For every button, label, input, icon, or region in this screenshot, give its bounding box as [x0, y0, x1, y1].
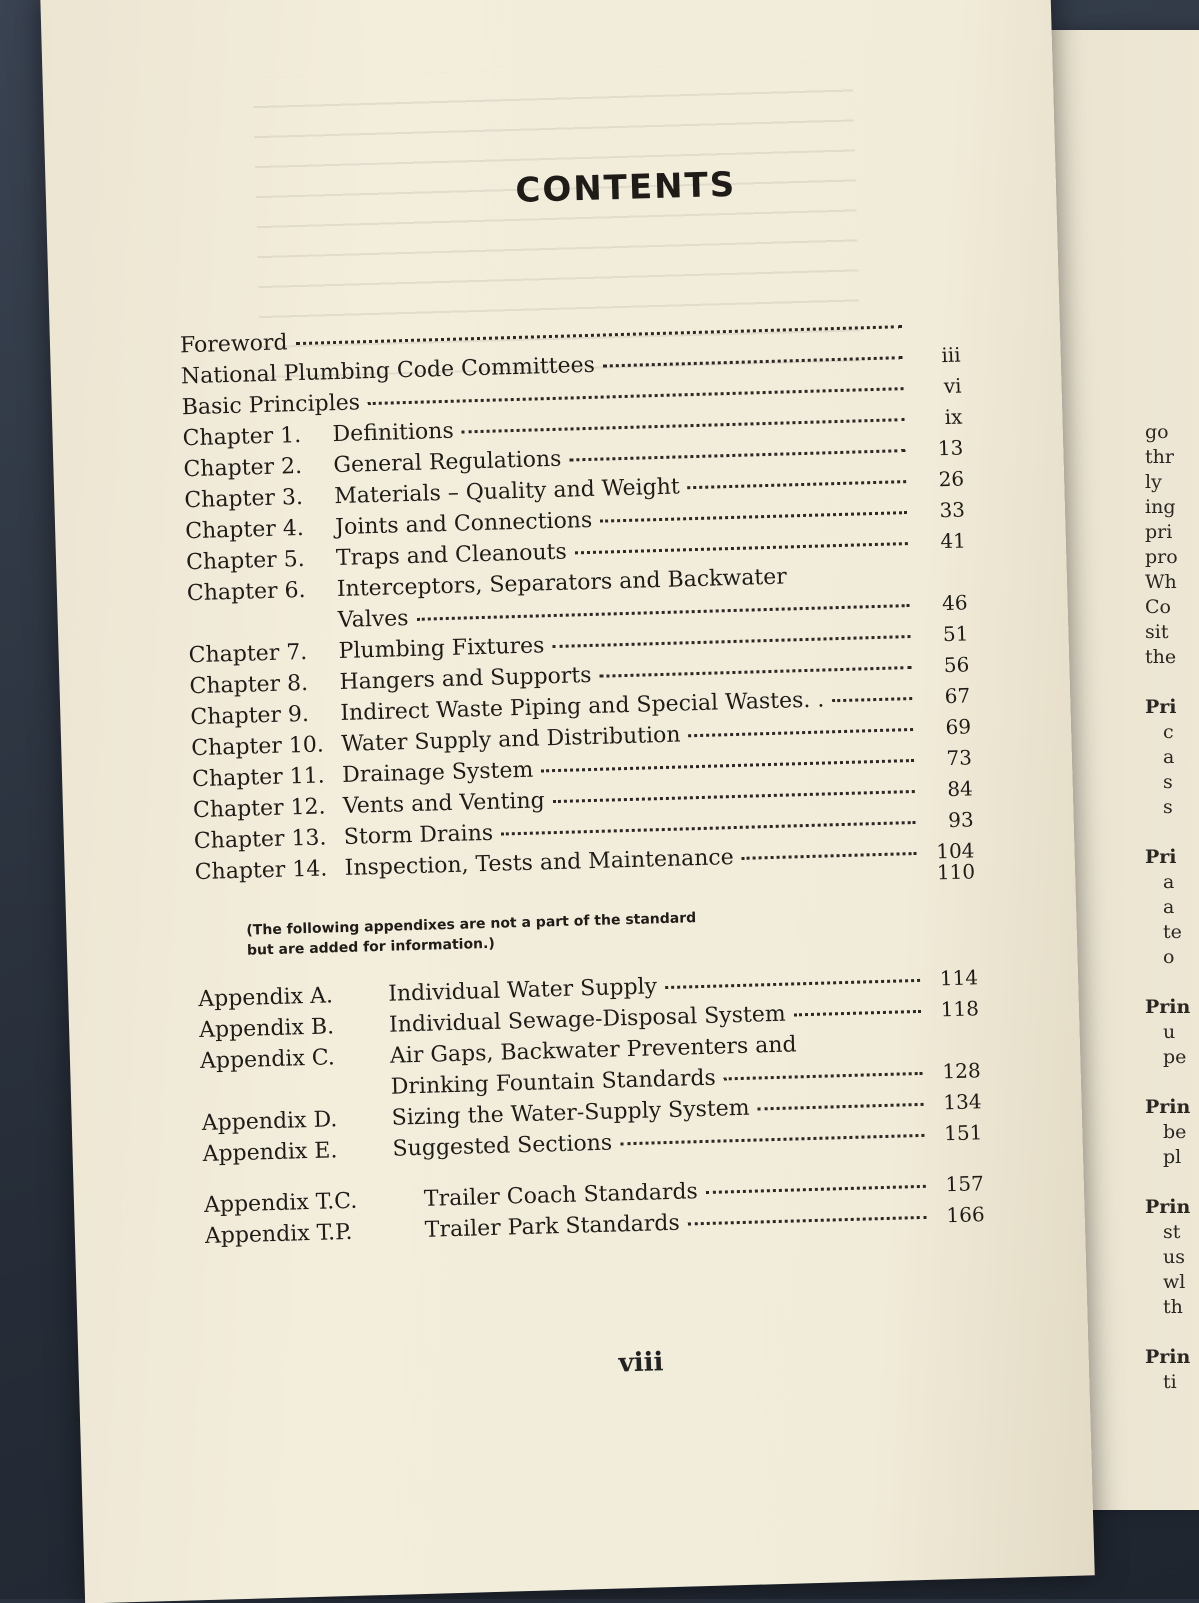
leader-dots	[724, 1072, 923, 1081]
right-page-fragment: pri	[1145, 521, 1173, 543]
leader-dots	[552, 635, 910, 648]
leader-dots	[569, 449, 905, 461]
leader-dots	[758, 1103, 924, 1111]
appendix-number: Appendix B.	[198, 1014, 335, 1044]
right-page-fragment: pro	[1145, 546, 1178, 568]
right-page-fragment: Prin	[1145, 1346, 1191, 1368]
toc-page-number: 69	[945, 714, 972, 740]
toc-page-number: 51	[942, 621, 969, 647]
toc-page-number: 73	[946, 745, 973, 771]
toc-entry-title: Sizing the Water-Supply System	[391, 1095, 750, 1131]
appendix-number: Appendix E.	[202, 1138, 338, 1168]
leader-dots	[603, 356, 903, 367]
toc-entry-title-cont: Valves	[337, 606, 409, 634]
toc-entry-title: Trailer Park Standards	[424, 1210, 681, 1243]
right-page-fragment: a	[1163, 896, 1175, 918]
toc-page-number: 110	[936, 859, 976, 885]
leader-dots	[462, 418, 905, 433]
right-page-fragment: Prin	[1145, 1196, 1191, 1218]
toc-page-number: 56	[943, 652, 970, 678]
right-page-fragment	[1145, 820, 1190, 845]
right-page-fragment	[1145, 670, 1190, 695]
right-page-fragment: a	[1163, 871, 1175, 893]
toc-entry-title: Plumbing Fixtures	[338, 633, 545, 665]
right-page-fragment: u	[1163, 1021, 1176, 1043]
right-page-fragment: Wh	[1145, 571, 1177, 593]
leader-dots	[620, 1134, 924, 1145]
contents-page	[175, 159, 985, 1252]
right-page-fragment: o	[1163, 946, 1175, 968]
appendix-number: Appendix A.	[197, 983, 334, 1013]
right-page-fragment	[1145, 1070, 1190, 1095]
toc-entry-title: Trailer Coach Standards	[423, 1179, 699, 1212]
toc-entry-title: Hangers and Supports	[339, 662, 592, 696]
right-page-fragment: go	[1145, 421, 1169, 443]
toc-page-number: 114	[939, 965, 979, 991]
right-page-fragment: sit	[1145, 621, 1169, 643]
right-page-fragment: Co	[1145, 596, 1171, 618]
appendix-number: Appendix C.	[199, 1045, 336, 1075]
leader-dots	[600, 511, 907, 523]
chapter-number: Chapter 11.	[191, 763, 326, 793]
toc-page-number: 26	[938, 466, 965, 492]
right-page-fragment: ly	[1145, 471, 1162, 493]
toc-page-number: 41	[940, 528, 967, 554]
toc-entry-title: Joints and Connections	[334, 507, 593, 541]
toc-page-number: 118	[940, 996, 980, 1022]
right-page-fragment: ti	[1163, 1371, 1177, 1393]
toc-page-number: 157	[945, 1171, 985, 1197]
leader-dots	[417, 604, 910, 621]
appendix-number: Appendix D.	[201, 1107, 338, 1137]
right-page-fragment: st	[1163, 1221, 1181, 1243]
chapter-number: Chapter 2.	[183, 453, 303, 483]
toc-entry-title: Materials – Quality and Weight	[333, 474, 681, 510]
toc-page-number: 166	[946, 1202, 985, 1228]
leader-dots	[706, 1185, 926, 1194]
leader-dots	[688, 728, 913, 737]
right-page-fragment: te	[1163, 921, 1182, 943]
chapter-number: Chapter 6.	[186, 577, 306, 607]
appendix-note: (The following appendixes are not a part of the standard but are added for information.)	[246, 910, 697, 959]
right-page-fragment: s	[1163, 796, 1173, 818]
leader-dots	[599, 666, 911, 678]
chapter-number: Chapter 3.	[184, 484, 304, 514]
right-page-fragment: th	[1163, 1296, 1183, 1318]
leader-dots	[501, 821, 916, 836]
right-page-fragment: Prin	[1145, 1096, 1191, 1118]
right-page-fragment: Prin	[1145, 996, 1191, 1018]
right-page-fragment: Pri	[1145, 696, 1177, 718]
toc-entry-title: Individual Sewage-Disposal System	[388, 1001, 786, 1038]
right-page-fragment: s	[1163, 771, 1173, 793]
toc-entry-title: Individual Water Supply	[387, 974, 658, 1007]
toc-entry-title: Traps and Cleanouts	[335, 539, 568, 572]
leader-dots	[541, 759, 914, 772]
leader-dots	[575, 542, 908, 554]
leader-dots	[296, 325, 902, 345]
right-page-fragment	[1145, 970, 1190, 995]
right-page-fragment	[1145, 1320, 1190, 1345]
leader-dots	[832, 697, 912, 702]
chapter-number: Chapter 9.	[190, 701, 310, 731]
right-page-fragment: be	[1163, 1121, 1187, 1143]
leader-dots	[368, 387, 904, 405]
toc-page-number: 33	[939, 497, 966, 523]
toc-entry-title-cont: Drinking Fountain Standards	[390, 1065, 717, 1100]
toc-entry-title: Foreword	[179, 330, 288, 359]
toc-entry-title: Basic Principles	[181, 390, 361, 421]
appendix-number: Appendix T.P.	[204, 1219, 353, 1249]
right-page-fragment: a	[1163, 746, 1175, 768]
toc-page-number: 151	[943, 1120, 983, 1146]
toc-page-number: iii	[941, 342, 961, 368]
leader-dots	[665, 979, 920, 989]
toc-page-number: 134	[942, 1089, 982, 1115]
chapter-number: Chapter 10.	[190, 732, 325, 762]
right-page-fragment: us	[1163, 1246, 1185, 1268]
toc-page-number: ix	[944, 404, 963, 430]
toc-entry-title: Water Supply and Distribution	[340, 722, 681, 757]
chapter-number: Chapter 12.	[192, 794, 326, 824]
toc-page-number: 46	[941, 590, 968, 616]
toc-entry-title: Inspection, Tests and Maintenance	[344, 845, 735, 881]
toc-entry-title: Indirect Waste Piping and Special Wastes. .	[340, 687, 825, 726]
toc-entry-title: Interceptors, Separators and Backwater	[336, 564, 788, 603]
toc-page-number: 67	[944, 683, 971, 709]
toc-page-number: 93	[947, 807, 974, 833]
toc-entry-title: Definitions	[332, 418, 455, 448]
chapter-number: Chapter 7.	[188, 639, 308, 669]
right-page-fragment: c	[1163, 721, 1174, 743]
right-page-fragment: wl	[1163, 1271, 1186, 1293]
right-page-fragment: thr	[1145, 446, 1174, 468]
leader-dots	[688, 1216, 927, 1226]
page-title: CONTENTS	[514, 164, 737, 211]
chapter-number: Chapter 4.	[184, 515, 305, 545]
toc-page-number: 13	[937, 435, 964, 461]
toc-entry-title: Drainage System	[341, 757, 534, 788]
toc-list	[180, 309, 985, 1252]
leader-dots	[688, 480, 907, 489]
appendix-number: Appendix T.C.	[203, 1188, 358, 1218]
toc-page-number: 84	[946, 776, 974, 802]
toc-page-number: 104	[935, 838, 975, 864]
chapter-number: Chapter 13.	[193, 825, 327, 855]
chapter-number: Chapter 8.	[189, 670, 309, 700]
toc-page-number	[910, 331, 960, 332]
toc-entry-title: Storm Drains	[343, 820, 494, 850]
leader-dots	[742, 852, 917, 860]
toc-entry-title: General Regulations	[333, 446, 562, 479]
toc-page-number: vi	[943, 373, 962, 399]
right-page-fragment: ing	[1145, 496, 1176, 518]
right-page-fragment: pe	[1163, 1046, 1187, 1068]
right-page-text-fragments	[1145, 420, 1190, 1395]
right-page-fragment: Pri	[1145, 846, 1177, 868]
toc-page-number: 128	[942, 1058, 981, 1084]
right-page-fragment	[1145, 1170, 1190, 1195]
leader-dots	[794, 1010, 921, 1017]
chapter-number: Chapter 1.	[182, 422, 302, 452]
chapter-number: Chapter 5.	[185, 546, 305, 576]
right-page-fragment: pl	[1163, 1146, 1182, 1168]
chapter-number: Chapter 14.	[194, 856, 328, 886]
left-page	[40, 0, 1095, 1603]
leader-dots	[553, 790, 915, 803]
toc-entry-title: Suggested Sections	[392, 1130, 613, 1162]
page-number: viii	[618, 1347, 664, 1379]
toc-entry-title: National Plumbing Code Committees	[180, 352, 596, 390]
toc-entry-title: Air Gaps, Backwater Preventers and	[389, 1032, 797, 1069]
right-page-fragment: the	[1145, 646, 1177, 668]
toc-entry-title: Vents and Venting	[342, 788, 546, 819]
